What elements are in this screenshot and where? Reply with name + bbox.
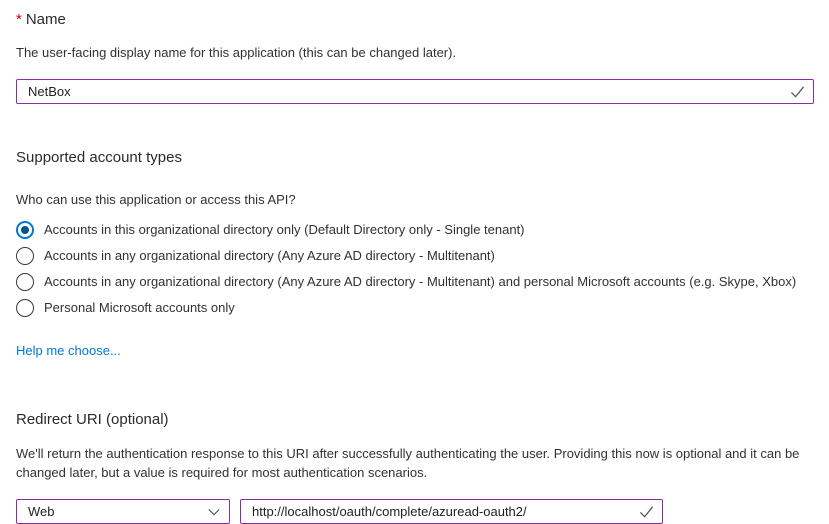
name-input-wrap [16,79,814,104]
chevron-down-icon [207,505,221,519]
checkmark-icon [790,84,805,99]
required-asterisk: * [16,11,22,28]
radio-selected-icon[interactable] [16,221,34,239]
radio-unselected-icon[interactable] [16,273,34,291]
radio-option-label: Accounts in any organizational directory (Any Azure AD directory - Multitenant) and personal Microsoft accounts (e.g. Skype, Xbox) [44,274,797,289]
name-field-heading [16,10,814,30]
redirect-uri-input-wrap [240,499,663,524]
radio-unselected-icon[interactable] [16,247,34,265]
redirect-uri-input[interactable] [240,499,663,524]
radio-option-single-tenant[interactable] [16,221,814,239]
radio-option-label: Accounts in any organizational directory (Any Azure AD directory - Multitenant) [44,248,495,263]
radio-option-multitenant[interactable] [16,247,814,265]
name-input[interactable] [16,79,814,104]
account-types-question: Who can use this application or access this API? [16,192,296,207]
redirect-uri-heading: Redirect URI (optional) [16,411,169,428]
account-types-radio-group [16,221,814,317]
radio-option-label: Accounts in this organizational directory only (Default Directory only - Single tenant) [44,222,525,237]
name-field-description: The user-facing display name for this application (this can be changed later). [16,45,457,60]
checkmark-icon [639,504,654,519]
redirect-uri-row [16,499,814,524]
help-me-choose-link[interactable]: Help me choose... [16,343,121,358]
platform-select[interactable] [16,499,230,524]
name-field-label: Name [25,11,66,28]
radio-unselected-icon[interactable] [16,299,34,317]
radio-option-personal-only[interactable] [16,299,814,317]
supported-account-types-heading: Supported account types [16,149,182,166]
platform-select-value: Web [28,504,55,519]
radio-option-label: Personal Microsoft accounts only [44,300,235,315]
redirect-uri-description: We'll return the authentication response to this URI after successfully authenticating the user. Providing this now is optional and it can be changed later, but a value is required for most authentication scenarios. [16,446,800,480]
radio-option-multitenant-personal[interactable] [16,273,814,291]
